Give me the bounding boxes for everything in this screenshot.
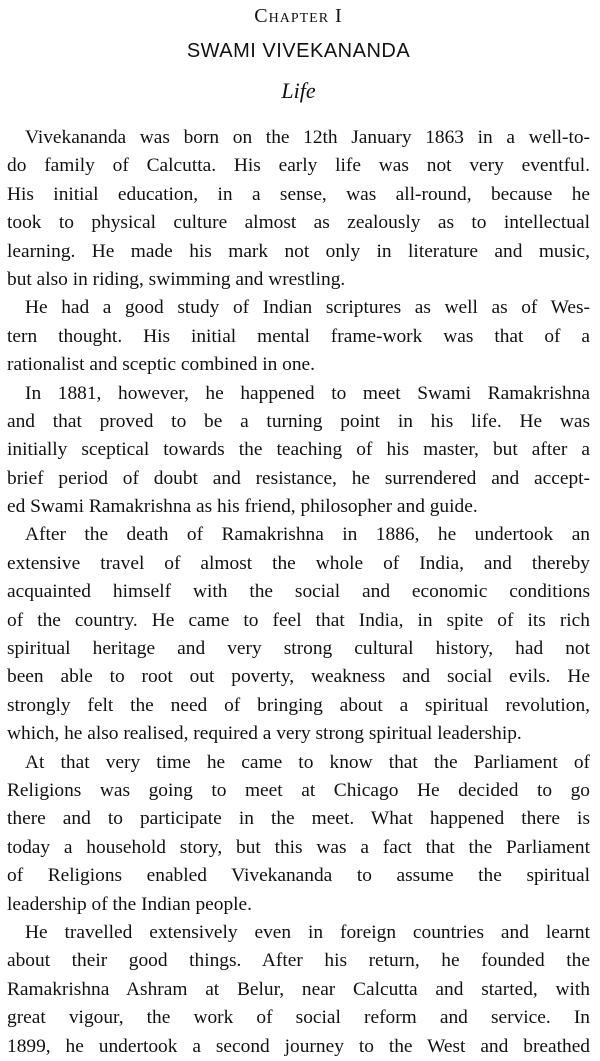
text-line: Religions was going to meet at Chicago He decided to go [7, 779, 590, 801]
paragraph [7, 380, 590, 522]
text-line: In 1881, however, he happened to meet Swami Ramakrishna [25, 382, 590, 404]
text-line: but also in riding, swimming and wrestling. [7, 268, 346, 290]
text-line: great vigour, the work of social reform and service. In [7, 1007, 590, 1029]
paragraph [7, 294, 590, 379]
text-line: there and to participate in the meet. What happened there is [7, 808, 590, 830]
paragraph [7, 749, 590, 919]
text-line: which, he also realised, required a very strong spiritual leadership. [7, 723, 522, 745]
text-line: been able to root out poverty, weakness and social evils. He [7, 666, 590, 688]
text-line: took to physical culture almost as zealously as to intellectual [7, 212, 590, 234]
text-line: tern thought. His initial mental frame-work was that of a [7, 325, 590, 347]
text-line: do family of Calcutta. His early life was not very eventful. [7, 155, 590, 177]
text-line: He travelled extensively even in foreign countries and learnt [25, 921, 590, 943]
text-line: initially sceptical towards the teaching of his master, but after a [7, 439, 590, 461]
text-line: Vivekananda was born on the 12th January 1863 in a well-to- [25, 127, 590, 148]
chapter-heading: Chapter I [254, 5, 343, 27]
chapter-title: SWAMI VIVEKANANDA [186, 40, 411, 62]
text-line: After the death of Ramakrishna in 1886, he undertook an [25, 524, 590, 546]
text-line: rationalist and sceptic combined in one. [7, 354, 316, 376]
text-line: 1899, he undertook a second journey to the West and breathed [7, 1035, 590, 1057]
text-line: extensive travel of almost the whole of India, and thereby [7, 552, 590, 574]
text-line: learning. He made his mark not only in literature and music, [7, 240, 590, 262]
paragraph [7, 124, 590, 294]
text-line: leadership of the Indian people. [7, 893, 252, 915]
text-line: and that proved to be a turning point in his life. He was [7, 410, 590, 432]
paragraph [7, 521, 590, 748]
paragraph [7, 919, 590, 1061]
text-line: today a household story, but this was a fact that the Parliament [7, 836, 590, 858]
text-line: brief period of doubt and resistance, he surrendered and accept- [7, 467, 590, 489]
text-line: about their good things. After his return, he founded the [7, 950, 590, 972]
text-line: spiritual heritage and very strong cultural history, had not [7, 638, 590, 660]
section-heading: Life [281, 78, 316, 103]
text-line: At that very time he came to know that the Parliament of [25, 751, 590, 773]
text-line: Ramakrishna Ashram at Belur, near Calcutta and started, with [7, 978, 590, 1000]
text-line: strongly felt the need of bringing about a spiritual revolution, [7, 694, 590, 716]
text-line: acquainted himself with the social and economic conditions [7, 581, 590, 603]
text-line: of Religions enabled Vivekananda to assume the spiritual [7, 865, 590, 887]
text-line: ed Swami Ramakrishna as his friend, philosopher and guide. [7, 496, 478, 518]
body-text [7, 124, 590, 1061]
text-line: His initial education, in a sense, was all-round, because he [7, 183, 590, 205]
text-line: He had a good study of Indian scriptures as well as of Wes- [25, 297, 590, 319]
text-line: of the country. He came to feel that India, in spite of its rich [7, 609, 590, 631]
